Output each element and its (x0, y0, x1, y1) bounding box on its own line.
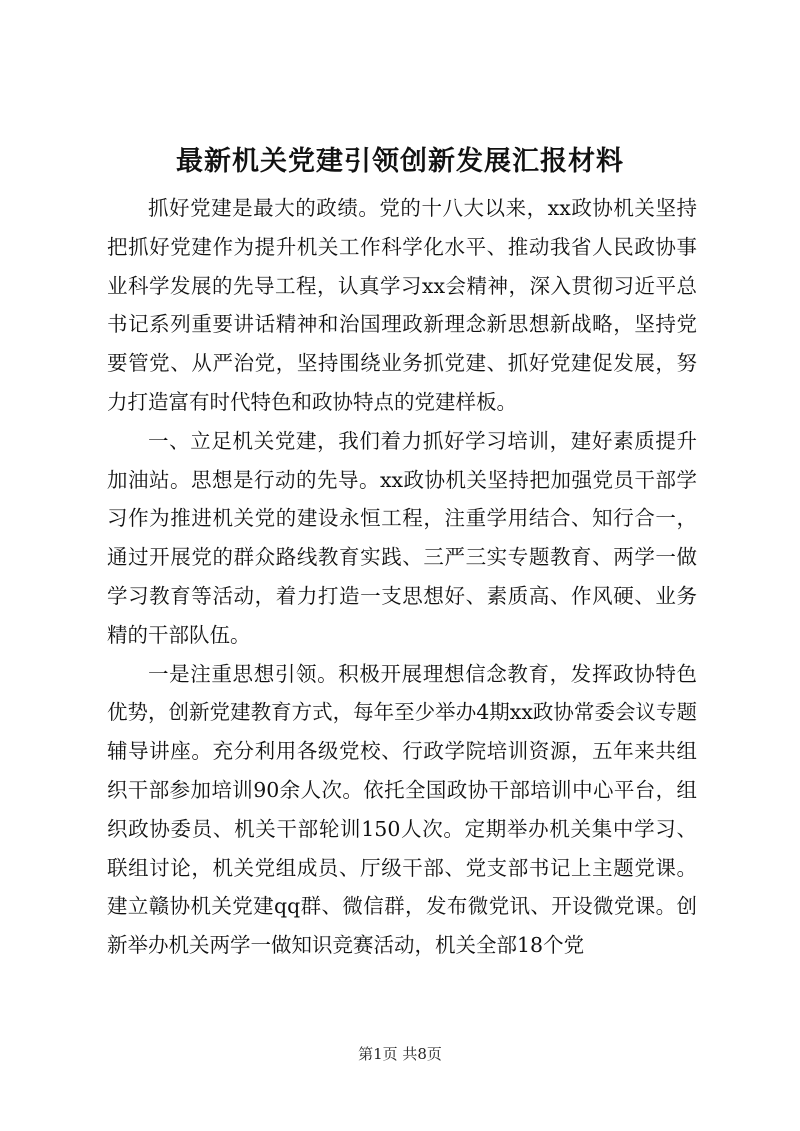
page-number-footer: 第1页 共8页 (358, 1045, 442, 1063)
paragraph-thought-guidance: 一是注重思想引领。积极开展理想信念教育，发挥政协特色优势，创新党建教育方式，每年至少举办4期xx政协常委会议专题辅导讲座。充分利用各级党校、行政学院培训资源，五年来共组织干部参加培训90余人次。依托全国政协干部培训中心平台，组织政协委员、机关干部轮训150人次。定期举办机关集中学习、联组讨论，机关党组成员、厅级干部、党支部书记上主题党课。建立赣协机关党建qq群、微信群，发布微党讯、开设微党课。创新举办机关两学一做知识竞赛活动，机关全部18个党 (107, 661, 697, 958)
paragraph-intro: 抓好党建是最大的政绩。党的十八大以来，xx政协机关坚持把抓好党建作为提升机关工作科学化水平、推动我省人民政协事业科学发展的先导工程，认真学习xx会精神，深入贯彻习近平总书记系列重要讲话精神和治国理政新理念新思想新战略，坚持党要管党、从严治党，坚持围绕业务抓党建、抓好党建促发展，努力打造富有时代特色和政协特点的党建样板。 (107, 196, 697, 414)
document-body (107, 189, 697, 965)
paragraph-section-one: 一、立足机关党建，我们着力抓好学习培训，建好素质提升加油站。思想是行动的先导。xx政协机关坚持把加强党员干部学习作为推进机关党的建设永恒工程，注重学用结合、知行合一，通过开展党的群众路线教育实践、三严三实专题教育、两学一做学习教育等活动，着力打造一支思想好、素质高、作风硬、业务精的干部队伍。 (107, 428, 697, 647)
document-title: 最新机关党建引领创新发展汇报材料 (176, 146, 624, 177)
